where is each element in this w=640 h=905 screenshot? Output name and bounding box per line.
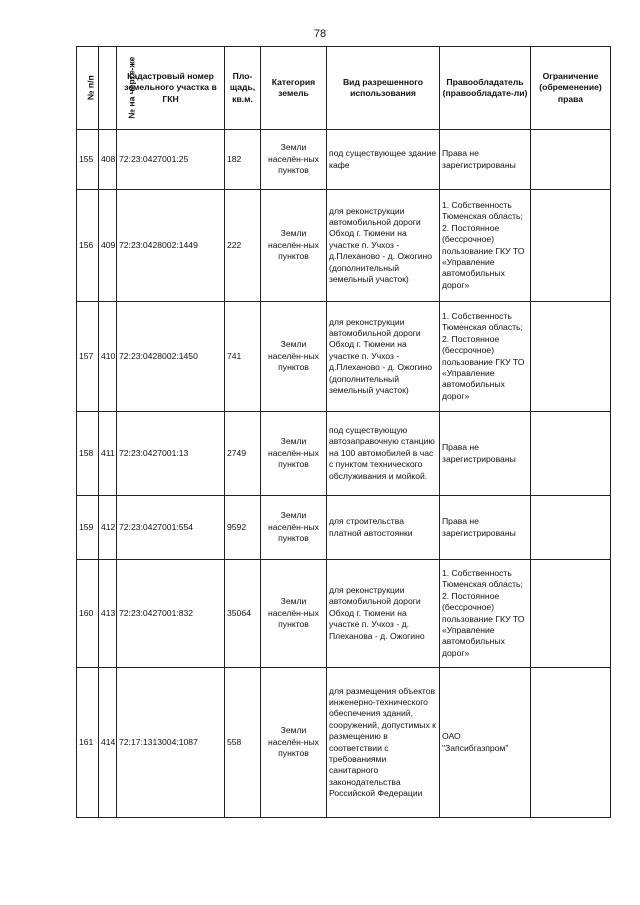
drawing-number: 411	[99, 412, 117, 496]
cadastral-number: 72:23:0427001:554	[117, 496, 225, 560]
plot-area: 9592	[225, 496, 261, 560]
permitted-use: под существующую автозаправочную станцию на 100 автомобилей в час с пунктом технического обслуживания и мойкой.	[327, 412, 440, 496]
land-category: Земли населён-ных пунктов	[261, 190, 327, 302]
drawing-number: 410	[99, 302, 117, 412]
land-category: Земли населён-ных пунктов	[261, 130, 327, 190]
permitted-use: для реконструкции автомобильной дороги Обход г. Тюмени на участке п. Учхоз - д. Плеханова - д. Ожогино	[327, 560, 440, 668]
permitted-use: под существующее здание кафе	[327, 130, 440, 190]
header-area: Пло-щадь, кв.м.	[225, 47, 261, 130]
land-category: Земли населён-ных пунктов	[261, 412, 327, 496]
row-number: 158	[77, 412, 99, 496]
cadastral-number: 72:23:0427001:13	[117, 412, 225, 496]
permitted-use: для реконструкции автомобильной дороги Обход г. Тюмени на участке п. Учхоз - д.Плеханово - д. Ожогино (дополнительный земельный участок)	[327, 302, 440, 412]
restriction	[531, 190, 611, 302]
right-holder: Права не зарегистрированы	[440, 496, 531, 560]
header-land-category: Категория земель	[261, 47, 327, 130]
row-number: 155	[77, 130, 99, 190]
header-cadastral-number: Кадастровый номер земельного участка в ГКН	[117, 47, 225, 130]
table-row	[77, 190, 611, 302]
header-restriction: Ограничение (обременение) права	[531, 47, 611, 130]
right-holder: Права не зарегистрированы	[440, 412, 531, 496]
restriction	[531, 560, 611, 668]
cadastral-number: 72:23:0428002:1449	[117, 190, 225, 302]
restriction	[531, 668, 611, 818]
row-number: 159	[77, 496, 99, 560]
table-row	[77, 130, 611, 190]
permitted-use: для реконструкции автомобильной дороги Обход г. Тюмени на участке п. Учхоз - д.Плеханово - д. Ожогино (дополнительный земельный участок)	[327, 190, 440, 302]
land-plots-table	[76, 46, 611, 818]
drawing-number: 412	[99, 496, 117, 560]
table-row	[77, 302, 611, 412]
plot-area: 182	[225, 130, 261, 190]
right-holder: 1. Собственность Тюменская область; 2. Постоянное (бессрочное) пользование ГКУ ТО «Управление автомобильных дорог»	[440, 190, 531, 302]
restriction	[531, 130, 611, 190]
drawing-number: 408	[99, 130, 117, 190]
row-number: 160	[77, 560, 99, 668]
plot-area: 558	[225, 668, 261, 818]
restriction	[531, 302, 611, 412]
restriction	[531, 412, 611, 496]
table-row	[77, 668, 611, 818]
page-number: 78	[313, 28, 327, 40]
cadastral-number: 72:23:0427001:25	[117, 130, 225, 190]
cadastral-number: 72:23:0427001:832	[117, 560, 225, 668]
land-category: Земли населён-ных пунктов	[261, 302, 327, 412]
table-row	[77, 496, 611, 560]
header-right-holder: Правообладатель (правообладате-ли)	[440, 47, 531, 130]
right-holder: ОАО "Запсибгазпром"	[440, 668, 531, 818]
row-number: 157	[77, 302, 99, 412]
land-category: Земли населён-ных пунктов	[261, 668, 327, 818]
table-header-row	[77, 47, 611, 130]
table-row	[77, 560, 611, 668]
cadastral-number: 72:23:0428002:1450	[117, 302, 225, 412]
header-permitted-use: Вид разрешенного использования	[327, 47, 440, 130]
right-holder: Права не зарегистрированы	[440, 130, 531, 190]
right-holder: 1. Собственность Тюменская область; 2. Постоянное (бессрочное) пользование ГКУ ТО «Управление автомобильных дорог»	[440, 302, 531, 412]
header-drawing-number: № на черте-же	[99, 47, 117, 130]
header-row-number: № п/п	[77, 47, 99, 130]
drawing-number: 413	[99, 560, 117, 668]
plot-area: 741	[225, 302, 261, 412]
plot-area: 2749	[225, 412, 261, 496]
row-number: 156	[77, 190, 99, 302]
table-row	[77, 412, 611, 496]
plot-area: 35064	[225, 560, 261, 668]
permitted-use: для строительства платной автостоянки	[327, 496, 440, 560]
right-holder: 1. Собственность Тюменская область; 2. Постоянное (бессрочное) пользование ГКУ ТО «Управление автомобильных дорог»	[440, 560, 531, 668]
drawing-number: 409	[99, 190, 117, 302]
cadastral-number: 72:17:1313004:1087	[117, 668, 225, 818]
plot-area: 222	[225, 190, 261, 302]
drawing-number: 414	[99, 668, 117, 818]
land-category: Земли населён-ных пунктов	[261, 560, 327, 668]
land-category: Земли населён-ных пунктов	[261, 496, 327, 560]
permitted-use: для размещения объектов инженерно-технического обеспечения зданий, сооружений, допустимых к размещению в соответствии с требованиями санитарного законодательства Российской Федерации	[327, 668, 440, 818]
restriction	[531, 496, 611, 560]
row-number: 161	[77, 668, 99, 818]
